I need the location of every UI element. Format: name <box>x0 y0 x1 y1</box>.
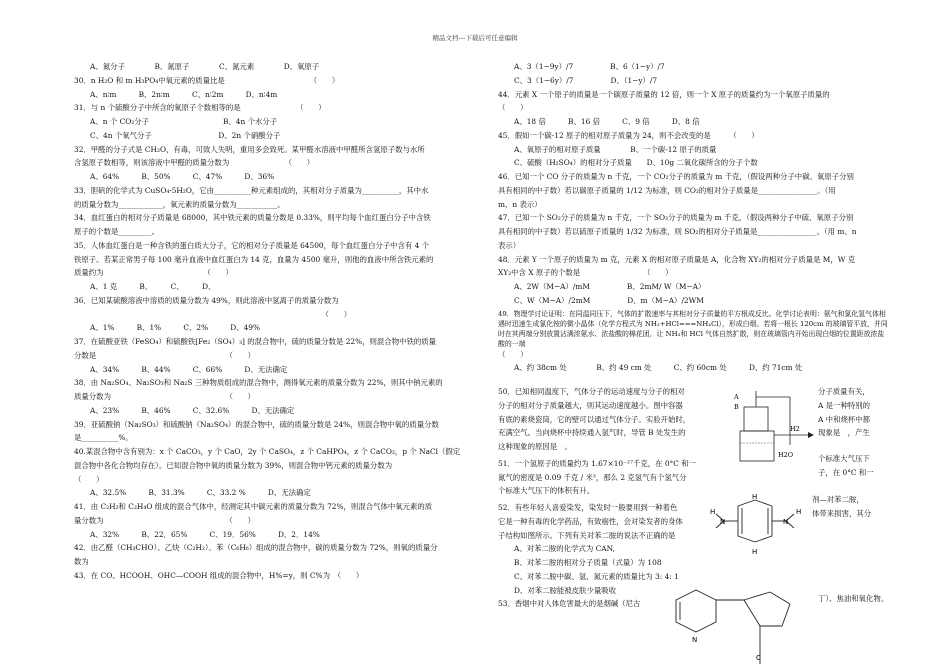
question-42-cont: 数为 <box>74 557 89 566</box>
q43-options-ab: A、3（1−9y）/7 B、6（1−y）/7 <box>514 62 665 71</box>
q52-option-d: D、对苯二胺能被皮肤少量吸收 <box>514 585 617 595</box>
question-49: 49．物理学讨论证明：在同温同压下，气体的扩散速率与其相对分子质量的平方根成反比。化学讨论表明：氨气和氯化氢气体相遇时迅速生成氯化铵的微小晶体（化学方程式为 NH₃+HCl===NH₄Cl），形成白烟。若将一根长 120cm 的玻璃管平放，并同时在其两端分别放置沾满浓氨水、浓盐酸的棉花团，让 NH₃和 HCl 气体自然扩散，则在玻璃管内开始出现白烟的位置距放浓盐酸的一端 <box>498 309 888 349</box>
question-50-cont2: 有底的素烧瓷筒，它的壁可以通过气体分子。实验开始时， <box>498 414 691 424</box>
question-31: 31．与 n 个硫酸分子中所含的氧原子个数相等的是 （ ） <box>74 103 326 113</box>
question-40-cont: 混合物中各化合物均存在）。已知混合物中氧的质量分数为 39%，则混合物中钙元素的质量分数为 <box>74 460 393 470</box>
q48-options-ab: A、2W（M−A）/mM B、2mM/ W（M−A） <box>514 282 706 291</box>
q52-option-b: B、对苯二胺的相对分子质量（式量）为 108 <box>514 558 662 567</box>
question-50-right2: A 是一种特别的 <box>818 400 871 410</box>
question-44: 44．元素 X 一个原子的质量是一个碳原子质量的 12 倍，则一个 X 原子的质量约为一个氧原子质量的 <box>498 89 830 99</box>
nicotine-structure <box>650 580 818 672</box>
question-35-cont2: 质量约为 （ ） <box>74 268 233 278</box>
atom-n: N <box>692 636 698 644</box>
question-37: 37．在硫酸亚铁（FeSO₄）和硫酸铁[Fe₂（SO₄）₃] 的混合物中，硫的质量分数是 22%，则混合物中铁的质量 <box>74 337 437 346</box>
question-46: 46．已知一个 CO 分子的质量为 n 千克，一个 CO₂分子的质量为 m 千克，（假设两种分子中碳、氧原子分别 <box>498 172 854 181</box>
q53-right-block <box>818 592 898 606</box>
q37-options: A、34% B、44% C、66% D、无法确定 <box>90 364 288 374</box>
question-42: 42．由乙醛（CH₃CHO）、乙炔（C₂H₂）、苯（C₆H₆）组成的混合物中，碳的质量分数为 72%，则氧的质量分 <box>74 543 438 553</box>
label-a: A <box>734 393 739 401</box>
question-46-cont2: m、n 表示） <box>498 199 542 209</box>
question-51: 51．一个氢原子的质量约为 1.67×10⁻²⁷千克，在 0°C 和一 <box>498 458 697 468</box>
atom-h: H <box>752 548 758 556</box>
question-52-cont: 它是一种有毒的化学药品，有致癌性，会对染发者的身体 <box>498 516 683 526</box>
q29-options: A、氮分子 B、氮原子 C、氮元素 D、氧原子 <box>90 62 320 71</box>
q44-options: A、18 倍 B、16 倍 C、9 倍 D、8 倍 <box>514 117 700 126</box>
question-46-cont: 具有相同的中子数）若以碳原子质量的 1/12 为标准，则 CO₂的相对分子质量是________________。（用 <box>498 185 836 195</box>
question-44-paren: （ ） <box>498 103 528 113</box>
question-47-cont: 具有相同的中子数）若以硫原子质量的 1/32 为标准，则 SO₂的相对分子质量是________________。（用 m、n <box>498 227 857 236</box>
q52-option-a: A、对苯二胺的化学式为 CAN, <box>514 544 615 554</box>
q30-options: A、n∶m B、2n∶m C、n∶2m D、n∶4m <box>90 89 278 99</box>
question-50-right: 分子质量有关， <box>818 387 870 396</box>
q48-options-cd: C、W（M−A）/2mM D、m（M−A）/2WM <box>514 295 704 305</box>
question-50: 50．已知相同温度下，气体分子的运动速度与分子的相对 <box>498 387 685 396</box>
question-38-cont: 质量分数为 （ ） <box>74 392 256 401</box>
question-50-cont: 分子的相对分子质量越大，则其运动速度越小。图中容器 <box>498 400 683 410</box>
question-52: 52．有些年轻人喜爱染发，染发时一般要用到一种着色 <box>498 503 678 512</box>
question-39: 39．亚硫酸钠（Na₂SO₃）和硫酸钠（Na₂SO₄）的混合物中，硫的质量分数是 24%，则混合物中氧的质量分数 <box>74 419 439 429</box>
label-h2o: H2O <box>778 451 794 459</box>
question-37-cont: 分数是 （ ） <box>74 350 256 360</box>
question-34-cont: 原子的个数是_________。 <box>74 227 159 236</box>
question-47-cont2: 表示） <box>498 240 521 250</box>
question-35-cont: 铁原子。若某正常男子每 100 毫升血液中血红蛋白为 14 克，血量为 4500 毫升，则他的血液中所含铁元素的 <box>74 254 434 264</box>
label-b: B <box>734 403 739 411</box>
question-53-right: 丁）、焦油和氧化物。 <box>818 594 889 603</box>
atom-h: H <box>796 508 802 516</box>
question-33-cont: 的质量分数为____________，氧元素的质量分数为___________。 <box>74 199 285 209</box>
q50-block <box>498 385 728 611</box>
atom-n-left: N <box>720 518 726 526</box>
q31-options-cd: C、4n 个氧气分子 D、2n 个硝酸分子 <box>90 130 281 140</box>
label-h2: H2 <box>790 425 800 433</box>
question-36-paren: （ ） <box>74 309 352 319</box>
q41-options: A、32% B、22．65% C、19．56% D、2．14% <box>90 529 320 539</box>
q38-options: A、23% B、46% C、32.6% D、无法确定 <box>90 405 295 415</box>
left-column <box>74 60 466 583</box>
question-35: 35．人体血红蛋白是一种含铁的蛋白质大分子，它的相对分子质量是 64500，每个血红蛋白分子中含有 4 个 <box>74 240 430 250</box>
question-53: 53．香烟中对人体危害最大的是烟碱（尼古 <box>498 599 641 609</box>
question-43: 43．在 CO、HCOOH、OHC—COOH 组成的混合物中，H%=y，则 C%为 （ ） <box>74 570 364 580</box>
question-32: 32．甲醛的分子式是 CH₂O，有毒，可致人失明，重用多会致死。某甲醛水溶液中甲醛所含氢原子数与水所 <box>74 144 425 154</box>
question-51-right2: 子，在 0°C 和一 <box>818 467 874 477</box>
q45-options-ab: A、氧原子的相对原子质量 B、一个碳-12 原子的质量 <box>514 144 717 154</box>
atom-h: H <box>752 493 758 501</box>
question-38: 38．由 Na₂SO₄、Na₂SO₃和 Na₂S 三种物质组成的混合物中，测得氧元素的质量分数为 22%，则其中钠元素的 <box>74 378 443 388</box>
q43-options-cd: C、3（1−6y）/7 D、（1−y）/7 <box>514 75 658 85</box>
q51-right-block <box>818 452 893 480</box>
question-51-cont2: 个标准大气压下的体积有升。 <box>498 486 595 496</box>
q52-option-c: C、对苯二胺中碳、氢、氮元素的质量比为 3: 4: 1 <box>514 571 679 581</box>
question-34: 34．血红蛋白的相对分子质量是 68000，其中铁元素的质量分数是 0.33%，则平均每个血红蛋白分子中含铁 <box>74 213 431 223</box>
question-33: 33．胆矾的化学式为 CuSO₄·5H₂O，它由__________种元素组成的，其相对分子质量为__________，其中水 <box>74 185 429 195</box>
question-41-cont: 量分数为 （ ） <box>74 515 256 525</box>
question-39-cont: 是__________%。 <box>74 433 133 443</box>
question-48: 48．元素 Y 一个原子的质量为 m 克，元素 X 的相对原子质量是 A，化合物 XY₂的相对分子质量是 M，W 克 <box>498 254 856 264</box>
question-52-right2: 体带来损害，其分 <box>812 508 872 518</box>
question-50-cont4: 这种现象的原因是 。 <box>498 442 572 451</box>
q45-options-cd: C、硫酸（H₂SO₄）的相对分子质量 D、10g 二氧化碳所含的分子个数 <box>514 158 758 168</box>
q40-options: A、32.5% B、31.3% C、33.2 % D、无法确定 <box>90 488 311 498</box>
question-51-cont: 氮气的密度是 0.09 千克 / 米³，那么 2 克氢气有个氢气分 <box>498 472 687 482</box>
diffusion-apparatus-figure <box>730 385 816 467</box>
p-phenylenediamine-structure <box>700 492 810 570</box>
atom-n-right: N <box>783 518 789 526</box>
q35-options: A、1 克 B、 C、 D、 <box>90 282 216 291</box>
question-30: 30．n H₂O 和 m H₃PO₄中氧元素的质量比是 （ ） <box>74 75 340 85</box>
right-column <box>498 60 888 375</box>
atom-h: H <box>710 508 716 516</box>
question-40-paren: （ ） <box>74 474 104 484</box>
question-49-paren: （ ） <box>498 350 528 360</box>
q52-right-block <box>812 493 892 521</box>
question-45: 45．假如一个碳-12 原子的相对原子质量为 24，则不会改变的是 （ ） <box>498 130 759 140</box>
question-36: 36．已知某硫酸溶液中溶质的质量分数为 49%，则此溶液中氢离子的质量分数为 <box>74 295 339 305</box>
q31-options-ab: A、n 个 CO₂分子 B、4n 个水分子 <box>90 117 278 126</box>
question-41: 41．由 C₂H₂和 C₂H₄O 组成的混合气体中，经测定其中碳元素的质量分数为 72%，则混合气体中氧元素的质 <box>74 502 433 511</box>
question-50-right4: 现象是 ，产生 <box>818 428 870 438</box>
question-40: 40.某混合物中含有别为：x 个 CaCO₃，y 个 CaO，2y 个 CaSO₄，z 个 CaHPO₄，z 个 CaCO₂，p 个 NaCl（假定 <box>74 447 461 456</box>
atom-c: C <box>756 654 761 662</box>
question-52-right: 剂—对苯二胺， <box>812 495 864 504</box>
q49-options: A、约 38cm 处 B、约 49 cm 处 C、约 60cm 处 D、约 71cm 处 <box>514 363 803 373</box>
question-51-right: 个标准大气压下 <box>818 454 870 463</box>
question-52-cont2: 子结构如图所示。下列有关对苯二胺的说法不正确的是 <box>498 530 676 540</box>
page-header: 精品文档---下载后可任意编辑 <box>432 34 518 42</box>
question-32-cont: 含氢原子数相等，则该溶液中甲醛的质量分数为 （ ） <box>74 158 315 168</box>
question-50-cont3: 充满空气。当向烧杯中持续通入氢气时，导管 B 处发生的 <box>498 428 686 438</box>
q32-options: A、64% B、50% C、47% D、36% <box>90 172 275 181</box>
question-50-right3: A 中和烧杯中都 <box>818 414 871 424</box>
q36-options: A、1% B、1% C、2% D、49% <box>90 323 261 333</box>
question-47: 47．已知一个 SO₂分子的质量为 n 千克，一个 SO₃分子的质量为 m 千克，（假设两种分子中硫、氧原子分别 <box>498 213 854 223</box>
q50-right-block <box>818 385 893 440</box>
question-48-cont: XY₂中含 X 原子的个数是 （ ） <box>498 268 673 278</box>
